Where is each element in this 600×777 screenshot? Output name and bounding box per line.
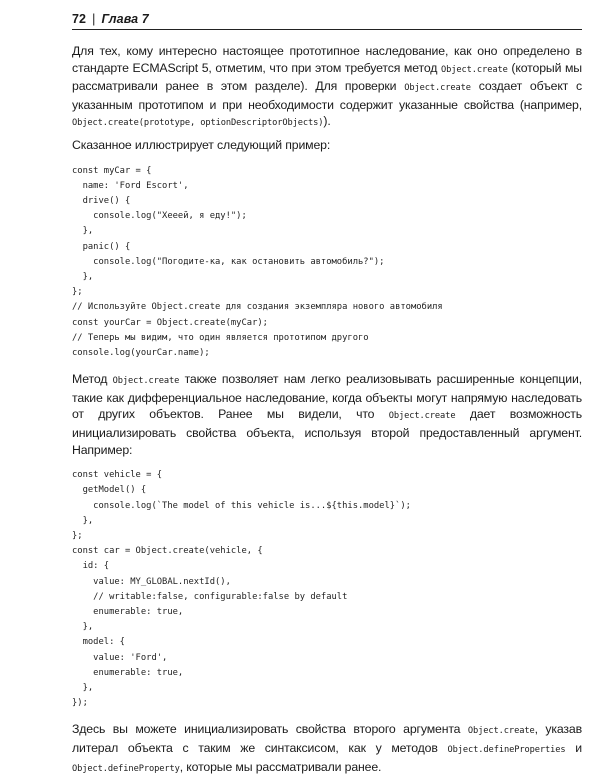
- code-line: },: [72, 226, 94, 237]
- header-separator: |: [92, 12, 96, 26]
- book-page: [72, 10, 582, 774]
- running-header: [72, 10, 582, 28]
- code-line: value: 'Ford',: [72, 652, 168, 663]
- inline-code: Object.create: [441, 64, 508, 75]
- inline-code: Object.create: [404, 83, 471, 94]
- code-line: console.log(`The model of this vehicle is...${this.model}`);: [72, 500, 411, 511]
- inline-code: Object.create(prototype, optionDescriptorObjects): [72, 118, 324, 129]
- code-line: value: MY_GLOBAL.nextId(),: [72, 576, 231, 587]
- code-line: console.log(yourCar.name);: [72, 348, 210, 358]
- code-line: console.log("Хееей, я еду!");: [72, 211, 247, 222]
- code-line: panic() {: [72, 241, 131, 252]
- chapter-title: Глава 7: [101, 12, 149, 26]
- paragraph-example-lead: Сказанное иллюстрирует следующий пример:: [72, 137, 331, 152]
- para3-text-2: также позволяет нам легко реализовывать расширенные концепции, такие как дифференциальное наследование, когда объекты могут напрямую наследовать от других объектов. Ранее мы видели, что: [72, 372, 582, 422]
- para3-text-3: дает возможность инициализировать свойства объекта, используя второй предоставленный аргумент. Например:: [72, 407, 582, 457]
- code-line: id: {: [72, 561, 110, 572]
- code-line: console.log("Погодите-ка, как остановить автомобиль?");: [72, 256, 385, 267]
- para1-text-1: Для тех, кому интересно настоящее прототипное наследование, как оно определено в стандарте ECMAScript 5, отметим, что при этом требуется метод: [72, 44, 582, 75]
- code-line: drive() {: [72, 195, 131, 206]
- page-number: 72: [72, 12, 87, 26]
- code-line: // Теперь мы видим, что один является прототипом другого: [72, 332, 369, 343]
- code-line: getModel() {: [72, 485, 147, 496]
- para4-text-3: и: [565, 741, 582, 756]
- code-line: });: [72, 698, 88, 709]
- code-line: },: [72, 515, 94, 526]
- code-listing-mycar: [72, 164, 582, 362]
- code-line: const vehicle = {: [72, 470, 163, 481]
- code-line: },: [72, 271, 94, 282]
- para1-text-4: ).: [323, 114, 331, 129]
- code-line: enumerable: true,: [72, 607, 184, 617]
- code-line: name: 'Ford Escort',: [72, 180, 189, 191]
- para3-text-1: Метод: [72, 372, 113, 387]
- para4-text-4: , которые мы рассматривали ранее.: [179, 759, 382, 774]
- inline-code: Object.create: [388, 411, 456, 422]
- paragraph-differential-inheritance: [72, 371, 582, 458]
- code-line: enumerable: true,: [72, 667, 184, 678]
- para1-text-3: создает объект с указанным прототипом и при необходимости содержит указанные свойства (например,: [72, 79, 582, 112]
- code-line: const yourCar = Object.create(myCar);: [72, 317, 268, 328]
- code-line: model: {: [72, 637, 125, 648]
- inline-code: Object.create: [467, 726, 535, 737]
- code-line: };: [72, 530, 83, 541]
- code-line: },: [72, 622, 94, 633]
- code-line: const car = Object.create(vehicle, {: [72, 546, 263, 557]
- inline-code: Object.defineProperties: [447, 745, 566, 756]
- inline-code: Object.defineProperty: [72, 763, 180, 774]
- para1-text-2: (который мы рассматривали ранее в этом разделе). Для проверки: [72, 60, 582, 94]
- code-line: const myCar = {: [72, 165, 152, 176]
- header-rule: [72, 29, 582, 30]
- code-line: // writable:false, configurable:false by default: [72, 591, 348, 602]
- code-listing-vehicle: [72, 468, 582, 711]
- paragraph-conclusion: [72, 721, 582, 777]
- para4-text-2: , указав литерал объекта с таким же синтаксисом, как у методов: [72, 722, 582, 756]
- code-line: },: [72, 683, 94, 694]
- code-line: // Используйте Object.create для создания экземпляра нового автомобиля: [72, 302, 443, 313]
- paragraph-intro: [72, 43, 582, 132]
- code-line: };: [72, 287, 83, 298]
- inline-code: Object.create: [112, 376, 180, 387]
- para4-text-1: Здесь вы можете инициализировать свойства второго аргумента: [72, 722, 468, 737]
